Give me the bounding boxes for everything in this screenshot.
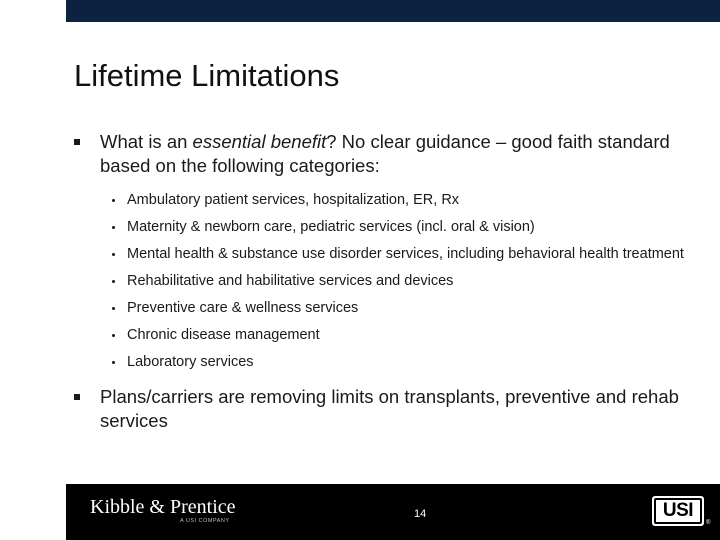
slide-title: Lifetime Limitations: [74, 58, 340, 93]
kibble-prentice-logo-subtitle: A USI COMPANY: [180, 518, 230, 524]
footer-bar: [66, 484, 720, 540]
category-list: [74, 192, 694, 371]
bullet-text-suffix: ? No clear guidance – good faith standard based on the following categories:: [100, 131, 670, 176]
dot-bullet-icon: [112, 280, 115, 283]
bullet-text-prefix: What is an: [100, 131, 193, 152]
dot-bullet-icon: [112, 334, 115, 337]
list-item: [74, 192, 694, 209]
list-item-text: Mental health & substance use disorder services, including behavioral health treatment: [127, 246, 684, 262]
dot-bullet-icon: [112, 253, 115, 256]
usi-logo-text: USI: [654, 498, 702, 524]
bullet-text-emphasis: essential benefit: [192, 131, 327, 152]
list-item-text: Preventive care & wellness services: [127, 300, 359, 316]
square-bullet-icon: [74, 139, 80, 145]
square-bullet-icon: [74, 394, 80, 400]
list-item-text: Laboratory services: [127, 354, 254, 370]
dot-bullet-icon: [112, 307, 115, 310]
list-item-text: Maternity & newborn care, pediatric services (incl. oral & vision): [127, 219, 535, 235]
list-item: [74, 300, 694, 317]
list-item: [74, 219, 694, 236]
dot-bullet-icon: [112, 361, 115, 364]
registered-trademark-mark: ®: [706, 520, 711, 526]
dot-bullet-icon: [112, 226, 115, 229]
usi-logo: [652, 496, 704, 526]
list-item-text: Ambulatory patient services, hospitalization, ER, Rx: [127, 192, 460, 208]
bullet-essential-benefit: [74, 130, 694, 178]
list-item: [74, 246, 694, 263]
slide-content: [74, 130, 694, 433]
bullet-plans-carriers: [74, 385, 694, 433]
top-accent-bar: [66, 0, 720, 22]
list-item-text: Rehabilitative and habilitative services and devices: [127, 273, 454, 289]
list-item: [74, 354, 694, 371]
page-number: 14: [414, 508, 427, 520]
bullet-text: Plans/carriers are removing limits on transplants, preventive and rehab services: [100, 386, 679, 431]
list-item-text: Chronic disease management: [127, 327, 320, 343]
list-item: [74, 327, 694, 344]
kibble-prentice-logo: Kibble & Prentice: [90, 496, 236, 518]
dot-bullet-icon: [112, 199, 115, 202]
list-item: [74, 273, 694, 290]
